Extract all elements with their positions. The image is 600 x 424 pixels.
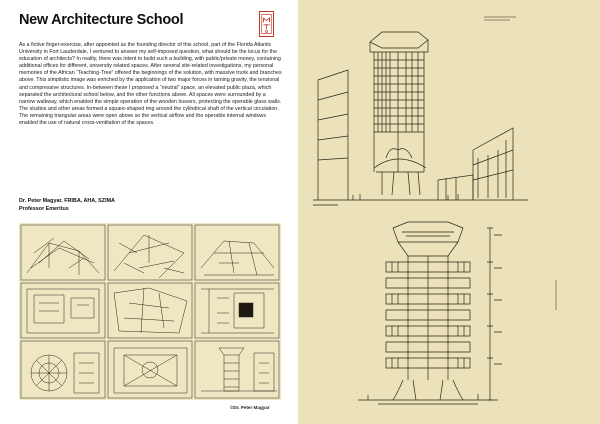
elevation-sketch xyxy=(358,222,502,404)
sketch-cell-9 xyxy=(195,341,279,398)
signature-block xyxy=(19,198,115,213)
sketch-cell-4 xyxy=(21,283,105,338)
sketch-grid-drawing xyxy=(19,223,281,400)
sketch-cell-8 xyxy=(108,341,192,398)
copyright-note: ©Dr. Peter Magyar xyxy=(230,405,270,410)
sketch-grid xyxy=(19,223,281,400)
page-title: New Architecture School xyxy=(19,12,184,28)
sketch-cell-5 xyxy=(108,283,192,338)
text-page xyxy=(0,0,298,424)
sketch-cell-7 xyxy=(21,341,105,398)
monogram-logo-icon xyxy=(259,11,274,37)
author-name: Dr. Peter Magyar, FRIBA, AHA, SZIMA xyxy=(19,198,115,204)
sketch-cell-6 xyxy=(195,283,279,338)
sketch-cell-2 xyxy=(108,225,192,280)
author-title: Professor Emeritus xyxy=(19,205,69,212)
architecture-sketch xyxy=(298,0,600,424)
perspective-sketch xyxy=(313,32,528,205)
sketch-cell-3 xyxy=(195,225,279,280)
body-paragraph: As a fictive finger-exercise, after appointed as the founding director of this school, part of the Florida Atlantic University in Fort Lauderdale, I ventured to answer my self-imposed question, what should be the locus for the education of architects? In reality, there was intent to build such a building, with public/private money, containing additional offices for different, university related spaces. After several site-related investigations, my personal memories of the African “Teaching-Tree” offered the beginnings of the solution, with massive trunk and branches above. This simplistic image was enriched by the application of two major forces in taming gravity, the tensional and compressive structures. In-between these I proposed a “neutral” space, an elevated public plaza, which separated the architectural school below, and the other functions above. All spaces were surrounded by a narrow walkway, which enabled the simple operation of the wooden louvers, protecting the operable glass walls. The studios and other areas formed a square-shaped ring around the cylindrical shaft of the vertical circulation. The remaining triangular areas were open above so the vertical airflow and the operable internal windows enabled the use of natural cross-ventilation of the spaces. xyxy=(19,42,282,127)
sketch-page xyxy=(298,0,600,424)
sketch-cell-1 xyxy=(21,225,105,280)
